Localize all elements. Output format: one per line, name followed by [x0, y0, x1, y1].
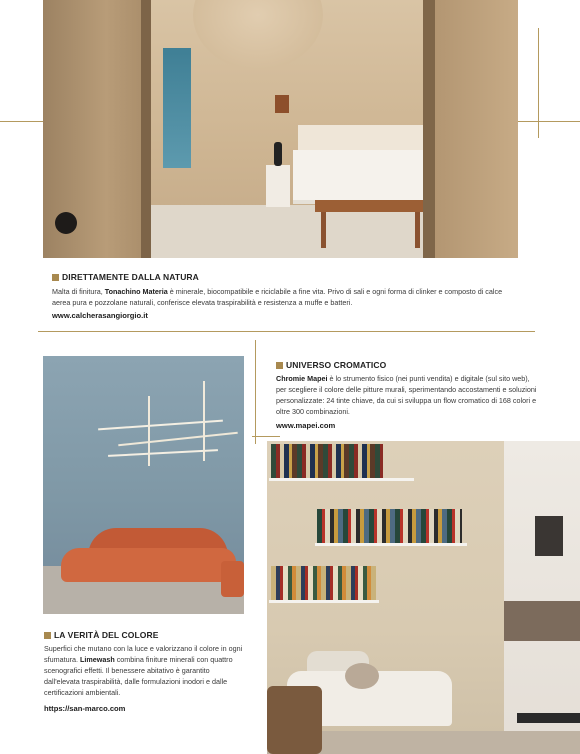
section3-body: Superfici che mutano con la luce e valorizzano il colore in ogni sfumatura. Limewash combina finiture minerali con quattro scenografici effetti. Il benessere abitativo è garantito dall'elevata traspirabilità, dalle formulazioni inodori e dalle certificazioni ambientali.: [44, 644, 243, 697]
divider-vertical-middle: [255, 340, 256, 444]
divider-top-right: [518, 121, 580, 122]
square-bullet-icon: [276, 362, 283, 369]
divider-vertical-right: [538, 28, 539, 138]
section1-title: DIRETTAMENTE DALLA NATURA: [52, 272, 199, 283]
divider-middle: [38, 331, 535, 332]
section1-body: Malta di finitura, Tonachino Materia è minerale, biocompatibile e riciclabile a fine vita. Privo di sali e ogni forma di clinker e composto di calce aerea pura e pozzolane naturali, conferisce elevata traspirabilità e resistenza a muffe e batteri.: [52, 287, 503, 307]
section3-link[interactable]: https://san-marco.com: [44, 704, 126, 713]
section2-link[interactable]: www.mapei.com: [276, 421, 336, 430]
square-bullet-icon: [44, 632, 51, 639]
divider-top-left: [0, 121, 43, 122]
door-knob: [55, 212, 77, 234]
photo-living-room: [267, 441, 580, 754]
photo-bedroom: [43, 0, 518, 258]
section2-title: UNIVERSO CROMATICO: [276, 360, 386, 371]
square-bullet-icon: [52, 274, 59, 281]
photo-red-sofa: [43, 356, 244, 614]
section2-body: Chromie Mapei è lo strumento fisico (nei punti vendita) e digitale (sul sito web), per scegliere il colore delle pitture murali, sperimentando accostamenti e soluzioni personalizzate: 24 tinte chiave, da cui si sviluppa un flow cromatico di 168 colori e oltre 300 combinazioni.: [276, 374, 537, 416]
section1-link[interactable]: www.calcherasangiorgio.it: [52, 311, 148, 320]
section3-title: LA VERITÀ DEL COLORE: [44, 630, 158, 641]
divider-right-short: [252, 436, 280, 437]
